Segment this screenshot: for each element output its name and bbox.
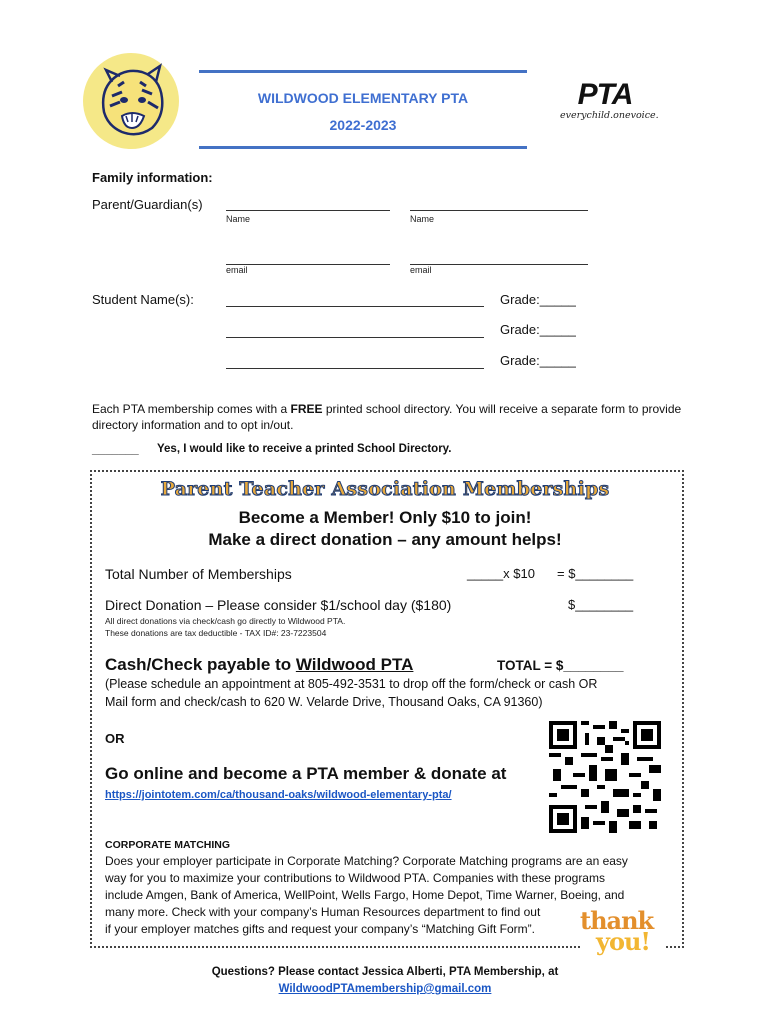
directory-text-a: Each PTA membership comes with a <box>92 402 291 416</box>
directory-yes-text: Yes, I would like to receive a printed School Directory. <box>157 443 452 455</box>
corporate-line-2: way for you to maximize your contributions to Wildwood PTA. Companies with these programs <box>105 871 605 885</box>
donation-fine-print-1: All direct donations via check/cash go directly to Wildwood PTA. <box>105 616 346 626</box>
total-memberships-calc[interactable]: _____x $10 <box>467 566 535 581</box>
thank-text: thank <box>580 906 654 935</box>
name-caption-2: Name <box>410 214 435 224</box>
email-caption-2: email <box>410 265 432 275</box>
school-title: WILDWOOD ELEMENTARY PTA <box>257 90 469 106</box>
student-name-3-field[interactable] <box>226 354 484 369</box>
thank-you-graphic <box>580 906 664 966</box>
qr-code-icon <box>549 721 661 833</box>
qr-code[interactable] <box>549 721 661 833</box>
corporate-line-4: many more. Check with your company’s Human Resources department to find out <box>105 905 541 919</box>
mascot-logo <box>82 52 180 150</box>
student-name-1-field[interactable] <box>226 292 484 307</box>
total-memberships-amount[interactable]: = $________ <box>557 566 634 581</box>
directory-checkbox-line[interactable]: _______ <box>92 442 139 456</box>
payee-name: Wildwood PTA <box>295 655 414 674</box>
school-year: 2022-2023 <box>329 117 397 133</box>
cash-check-prefix: Cash/Check payable to <box>105 655 296 674</box>
corporate-line-1: Does your employer participate in Corporate Matching? Corporate Matching programs are an easy <box>105 854 628 868</box>
grade-3[interactable]: Grade:_____ <box>500 353 576 368</box>
go-online-heading: Go online and become a PTA member & donate at <box>105 764 507 783</box>
schedule-line-1: (Please schedule an appointment at 805-492-3531 to drop off the form/check or cash OR <box>105 677 598 691</box>
student-name-2-field[interactable] <box>226 323 484 338</box>
questions-text: Questions? Please contact Jessica Alberti, PTA Membership, at <box>211 966 559 978</box>
student-label: Student Name(s): <box>92 292 194 307</box>
direct-donation-label: Direct Donation – Please consider $1/school day ($180) <box>105 597 452 613</box>
cash-check-payable <box>105 655 413 675</box>
pta-logo-text: PTA <box>577 78 633 111</box>
direct-donation-amount[interactable]: $________ <box>568 597 634 612</box>
header-rule-bottom <box>199 146 527 149</box>
pta-logo <box>560 78 659 138</box>
tiger-mascot-icon <box>82 52 180 150</box>
total-amount[interactable]: TOTAL = $________ <box>497 658 624 673</box>
you-text: you! <box>596 927 650 956</box>
jointotem-link[interactable]: https://jointotem.com/ca/thousand-oaks/wildwood-elementary-pta/ <box>105 789 452 801</box>
grade-2[interactable]: Grade:_____ <box>500 322 576 337</box>
total-memberships-label: Total Number of Memberships <box>105 566 292 582</box>
directory-text-b: printed school directory. You will receive a separate form to provide directory information and to opt in/out. <box>92 402 682 432</box>
parent-name-1-field[interactable] <box>226 196 390 211</box>
parent-label: Parent/Guardian(s) <box>92 197 203 212</box>
donation-line: Make a direct donation – any amount helps! <box>208 530 562 549</box>
become-member-line: Become a Member! Only $10 to join! <box>238 508 532 527</box>
parent-name-2-field[interactable] <box>410 196 588 211</box>
corporate-line-3: include Amgen, Bank of America, WellPoint, Wells Fargo, Home Depot, Time Warner, Boeing, and <box>105 888 625 902</box>
email-caption-1: email <box>226 265 248 275</box>
directory-free: FREE <box>290 402 323 416</box>
schedule-line-2: Mail form and check/cash to 620 W. Velarde Drive, Thousand Oaks, CA 91360) <box>105 695 543 709</box>
membership-banner: Parent Teacher Association Memberships <box>160 478 610 500</box>
name-caption-1: Name <box>226 214 251 224</box>
grade-1[interactable]: Grade:_____ <box>500 292 576 307</box>
family-heading: Family information: <box>92 170 213 185</box>
contact-email-link[interactable]: WildwoodPTAmembership@gmail.com <box>278 983 492 995</box>
corporate-heading: CORPORATE MATCHING <box>105 839 231 851</box>
donation-fine-print-2: These donations are tax deductible - TAX ID#: 23-7223504 <box>105 628 327 638</box>
or-label: OR <box>105 731 125 746</box>
directory-text <box>92 401 692 433</box>
parent-email-1-field[interactable] <box>226 250 390 265</box>
corporate-line-5: if your employer matches gifts and request your company’s “Matching Gift Form”. <box>105 922 535 936</box>
parent-email-2-field[interactable] <box>410 250 588 265</box>
header-rule-top <box>199 70 527 73</box>
pta-tagline: everychild.onevoice. <box>560 110 659 121</box>
